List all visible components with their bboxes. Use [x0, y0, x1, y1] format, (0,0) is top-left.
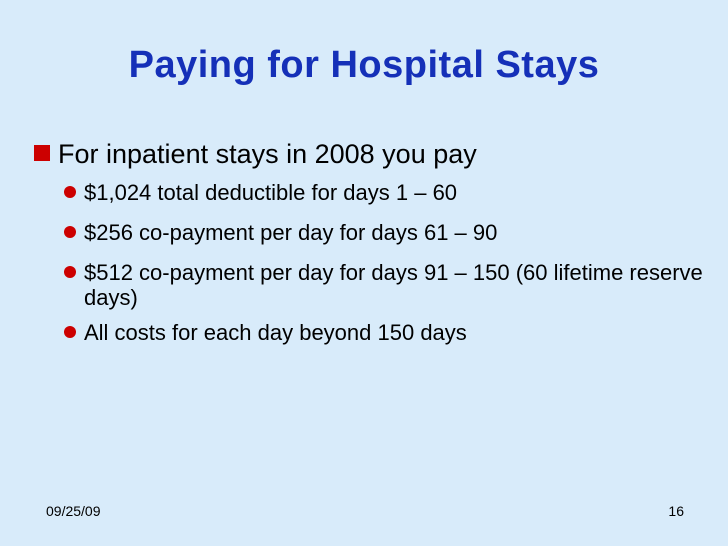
main-bullet-text: For inpatient stays in 2008 you pay — [58, 139, 477, 169]
red-square-icon — [34, 145, 50, 161]
main-bullet — [34, 137, 477, 171]
sub-bullet-text: $256 co-payment per day for days 61 – 90 — [84, 220, 498, 245]
sub-bullet-item — [64, 320, 704, 345]
sub-bullet-text: All costs for each day beyond 150 days — [84, 320, 467, 345]
sub-bullet-text: $512 co-payment per day for days 91 – 150 (60 lifetime reserve days) — [84, 260, 703, 310]
slide-title: Paying for Hospital Stays — [128, 44, 600, 86]
red-dot-icon — [64, 186, 76, 198]
sub-bullet-item — [64, 220, 704, 245]
footer-date: 09/25/09 — [46, 503, 101, 519]
sub-bullet-item — [64, 260, 704, 310]
red-dot-icon — [64, 266, 76, 278]
red-dot-icon — [64, 326, 76, 338]
page-number: 16 — [668, 503, 684, 519]
sub-bullet-text: $1,024 total deductible for days 1 – 60 — [84, 180, 458, 205]
sub-bullet-list — [64, 180, 704, 360]
red-dot-icon — [64, 226, 76, 238]
sub-bullet-item — [64, 180, 704, 205]
